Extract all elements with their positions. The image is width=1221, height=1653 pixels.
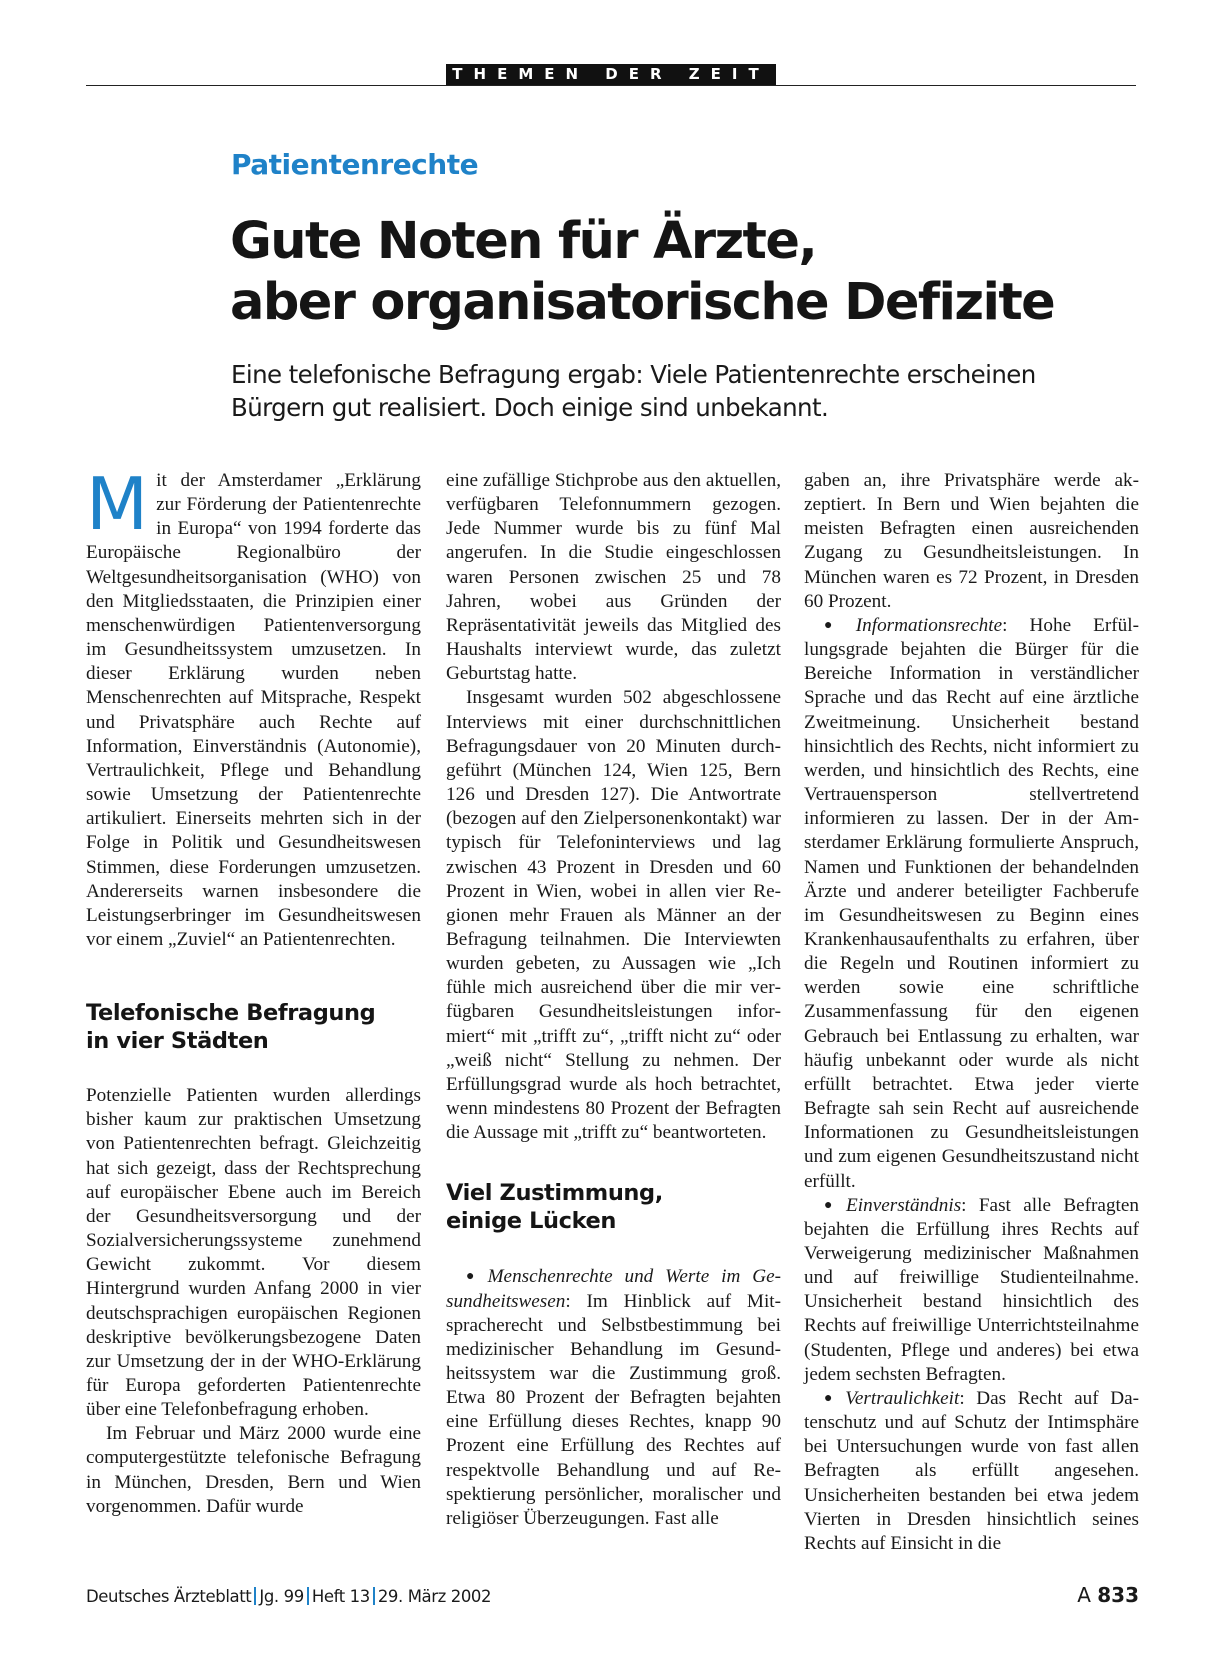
journal-issue: Heft 13 bbox=[311, 1587, 370, 1606]
text-column-3 bbox=[804, 469, 1139, 1556]
issue-date: 29. März 2002 bbox=[377, 1587, 492, 1606]
paragraph bbox=[86, 462, 421, 952]
paragraph: Im Februar und März 2000 wurde eine computergestützte telefonische Befragung in München, Dresden, Bern und Wien vorgenommen. Dafür wurde bbox=[86, 1423, 421, 1517]
paragraph-text: it der Amsterdamer „Erklärung zur Förderung der Patientenrechte in Europa“ von 1994 forderte das Europäische Regionalbüro der Weltgesundheitsorganisation (WHO) von den Mitgliedsstaaten, die Prinzipien einer menschenwürdigen Patientenversorgung im Gesundheitssystem umzusetzen. In dieser Erklärung wurden neben Menschenrechten auf Mitsprache, Respekt und Privatsphäre auch Rechte auf Information, Einverständnis (Autonomie), Vertraulichkeit, Pflege und Behandlung sowie Umsetzung der Patientenrechte artikuliert. Einerseits mehrten sich in der Folge in Politik und Gesundheitswesen Stimmen, diese Forderungen umzusetzen. Andererseits warnen insbesondere die Leistungserbringer im Gesundheitswesen vor einem „Zuviel“ an Patientenrechten. bbox=[86, 470, 421, 950]
article-headline bbox=[230, 211, 1130, 333]
header-rule bbox=[86, 85, 1136, 86]
drop-cap: M bbox=[86, 462, 149, 546]
paragraph: eine zufällige Stichprobe aus den aktuellen, verfügbaren Telefonnummern gezogen. Jede Nummer wurde bis zu fünf Mal angerufen. In die Studie eingeschlossen waren Personen zwischen 25 und 78 Jahren, wobei aus Gründen der Repräsentativität jeweils das Mitglied des Haushalts interviewt wurde, das zuletzt Geburtstag hatte. bbox=[446, 470, 781, 685]
bullet-paragraph bbox=[804, 614, 1139, 1194]
bullet-term: Vertraulichkeit bbox=[845, 1387, 960, 1409]
paragraph-text: : Das Recht auf Datenschutz und auf Schutz der Intimsphäre bei Untersuchungen wurde von fast allen Befragten als erfüllt angesehen. Unsicherheiten bestanden bei etwa jedem Vierten in Dresden hinsichtlich seines Rechts auf Einsicht in die bbox=[804, 1387, 1139, 1554]
page-number-value: 833 bbox=[1097, 1583, 1139, 1607]
article-lead bbox=[231, 358, 1131, 424]
bullet-icon: ● bbox=[466, 1269, 482, 1285]
page-footer bbox=[86, 1587, 491, 1606]
paragraph: gaben an, ihre Privatsphäre werde akzeptiert. In Bern und Wien bejahten die meisten Befragten einen ausreichenden Zugang zu Gesundheitsleistungen. In München waren es 72 Prozent, in Dresden 60 Prozent. bbox=[804, 470, 1139, 612]
footer-separator bbox=[307, 1587, 309, 1605]
subheading-line: in vier Städten bbox=[86, 1028, 269, 1055]
paragraph: Insgesamt wurden 502 abgeschlossene Interviews mit einer durchschnittlichen Befragungsdauer von 20 Minuten durchgeführt (München 124, Wien 125, Bern 126 und Dresden 127). Die Antwortrate (bezogen auf den Zielpersonenkontakt) war typisch für Telefoninterviews und lag zwischen 43 Prozent in Dresden und 60 Prozent in Wien, wobei in allen vier Regionen mehr Frauen als Männer an der Befragung teilnahmen. Die Interviewten wurden gebeten, zu Aussagen wie „Ich fühle mich ausreichend über die mir verfügbaren Gesundheitsleistungen informiert“ mit „trifft zu“, „trifft nicht zu“ oder „weiß nicht“ Stellung zu nehmen. Der Erfüllungsgrad wurde als hoch betrachtet, wenn mindestens 80 Prozent der Befragten die Aussage mit „trifft zu“ beantworteten. bbox=[446, 687, 781, 1144]
bullet-icon: ● bbox=[824, 1390, 840, 1406]
paragraph: Potenzielle Patienten wurden allerdings bisher kaum zur praktischen Umsetzung von Patientenrechten befragt. Gleichzeitig hat sich gezeigt, dass der Rechtsprechung auf europäischer Ebene auch im Bereich der Gesundheitsversorgung und der Sozialversicherungssysteme zunehmend Gewicht zukommt. Vor diesem Hintergrund wurden Anfang 2000 in vier deutschsprachigen europäischen Regionen deskriptive bevölkerungsbezogene Daten zur Umsetzung der in der WHO-Erklärung für Europa geforderten Patientenrechte über eine Telefonbefragung erhoben. bbox=[86, 1085, 421, 1421]
bullet-paragraph bbox=[446, 1265, 781, 1531]
bullet-icon: ● bbox=[824, 617, 850, 633]
subheading-line: einige Lücken bbox=[446, 1208, 617, 1235]
subheading bbox=[446, 1179, 781, 1235]
bullet-term: Einverständnis bbox=[846, 1194, 962, 1216]
section-label: THEMEN DER ZEIT bbox=[446, 64, 776, 85]
paragraph-text: : Fast alle Befragten bejahten die Erfüllung ihres Rechts auf Verweigerung medizinischer Maßnahmen und auf freiwillige Studienteilnahme. Unsicherheit bestand hinsichtlich des Rechts auf freiwillige Unterrichtsteilnahme (Studenten, Pflege und anderes) bei etwa jedem sechsten Befragten. bbox=[804, 1194, 1139, 1385]
bullet-paragraph bbox=[804, 1194, 1139, 1387]
text-column-1 bbox=[86, 462, 421, 1519]
lead-line-1: Eine telefonische Befragung ergab: Viele Patientenrechte erscheinen bbox=[231, 360, 1036, 389]
page-prefix: A bbox=[1077, 1583, 1091, 1607]
footer-separator bbox=[254, 1587, 256, 1605]
subheading-line: Viel Zustimmung, bbox=[446, 1180, 663, 1207]
headline-line-1: Gute Noten für Ärzte, bbox=[230, 212, 817, 271]
bullet-icon: ● bbox=[824, 1197, 841, 1213]
journal-name: Deutsches Ärzteblatt bbox=[86, 1587, 252, 1606]
paragraph-text: : Im Hinblick auf Mitspracherecht und Selbstbestimmung bei medizinischer Behandlung im Gesundheitssystem war die Zustimmung groß. Etwa 80 Prozent der Befragten bejahten eine Erfüllung dieses Rechtes, knapp 90 Prozent eine Erfüllung des Rechtes auf respektvolle Behandlung und auf Respektierung persönlicher, moralischer und religiöser Überzeugungen. Fast alle bbox=[446, 1290, 781, 1529]
journal-volume: Jg. 99 bbox=[259, 1587, 304, 1606]
article-kicker: Patientenrechte bbox=[231, 148, 479, 181]
subheading-line: Telefonische Befragung bbox=[86, 1000, 376, 1027]
bullet-paragraph bbox=[804, 1387, 1139, 1556]
bullet-term: Menschenrechte und Werte im Gesundheitswesen bbox=[446, 1266, 781, 1312]
paragraph-text: : Hohe Erfüllungsgrade bejahten die Bürger für die Bereiche Information in verständlicher Sprache und das Recht auf eine ärztliche Zweitmeinung. Unsicherheit bestand hinsichtlich des Rechts, nicht informiert zu werden, und hinsichtlich des Rechts, eine Vertrauensperson stellvertretend informieren zu lassen. Der in der Amsterdamer Erklärung formulierte Anspruch, Namen und Funktionen der behandelnden Ärzte und anderer beteiligter Fachberufe im Gesundheitswesen zu Beginn eines Krankenhausaufenthalts zu erfahren, über die Regeln und Routinen informiert zu werden sowie eine schriftliche Zusammenfassung für den eigenen Gebrauch bei Entlassung zu erhalten, war häufig unbekannt oder wurde als nicht erfüllt betrachtet. Etwa jeder vierte Befragte sah sein Recht auf ausreichende Informationen zu Gesundheitsleistungen und zum eigenen Gesundheitszustand nicht erfüllt. bbox=[804, 614, 1139, 1192]
lead-line-2: Bürgern gut realisiert. Doch einige sind unbekannt. bbox=[231, 393, 829, 422]
subheading bbox=[86, 999, 421, 1055]
headline-line-2: aber organisatorische Defizite bbox=[230, 273, 1055, 332]
page-number bbox=[1077, 1583, 1139, 1607]
footer-separator bbox=[373, 1587, 375, 1605]
bullet-term: Informationsrechte bbox=[855, 614, 1003, 636]
text-column-2 bbox=[446, 469, 781, 1531]
